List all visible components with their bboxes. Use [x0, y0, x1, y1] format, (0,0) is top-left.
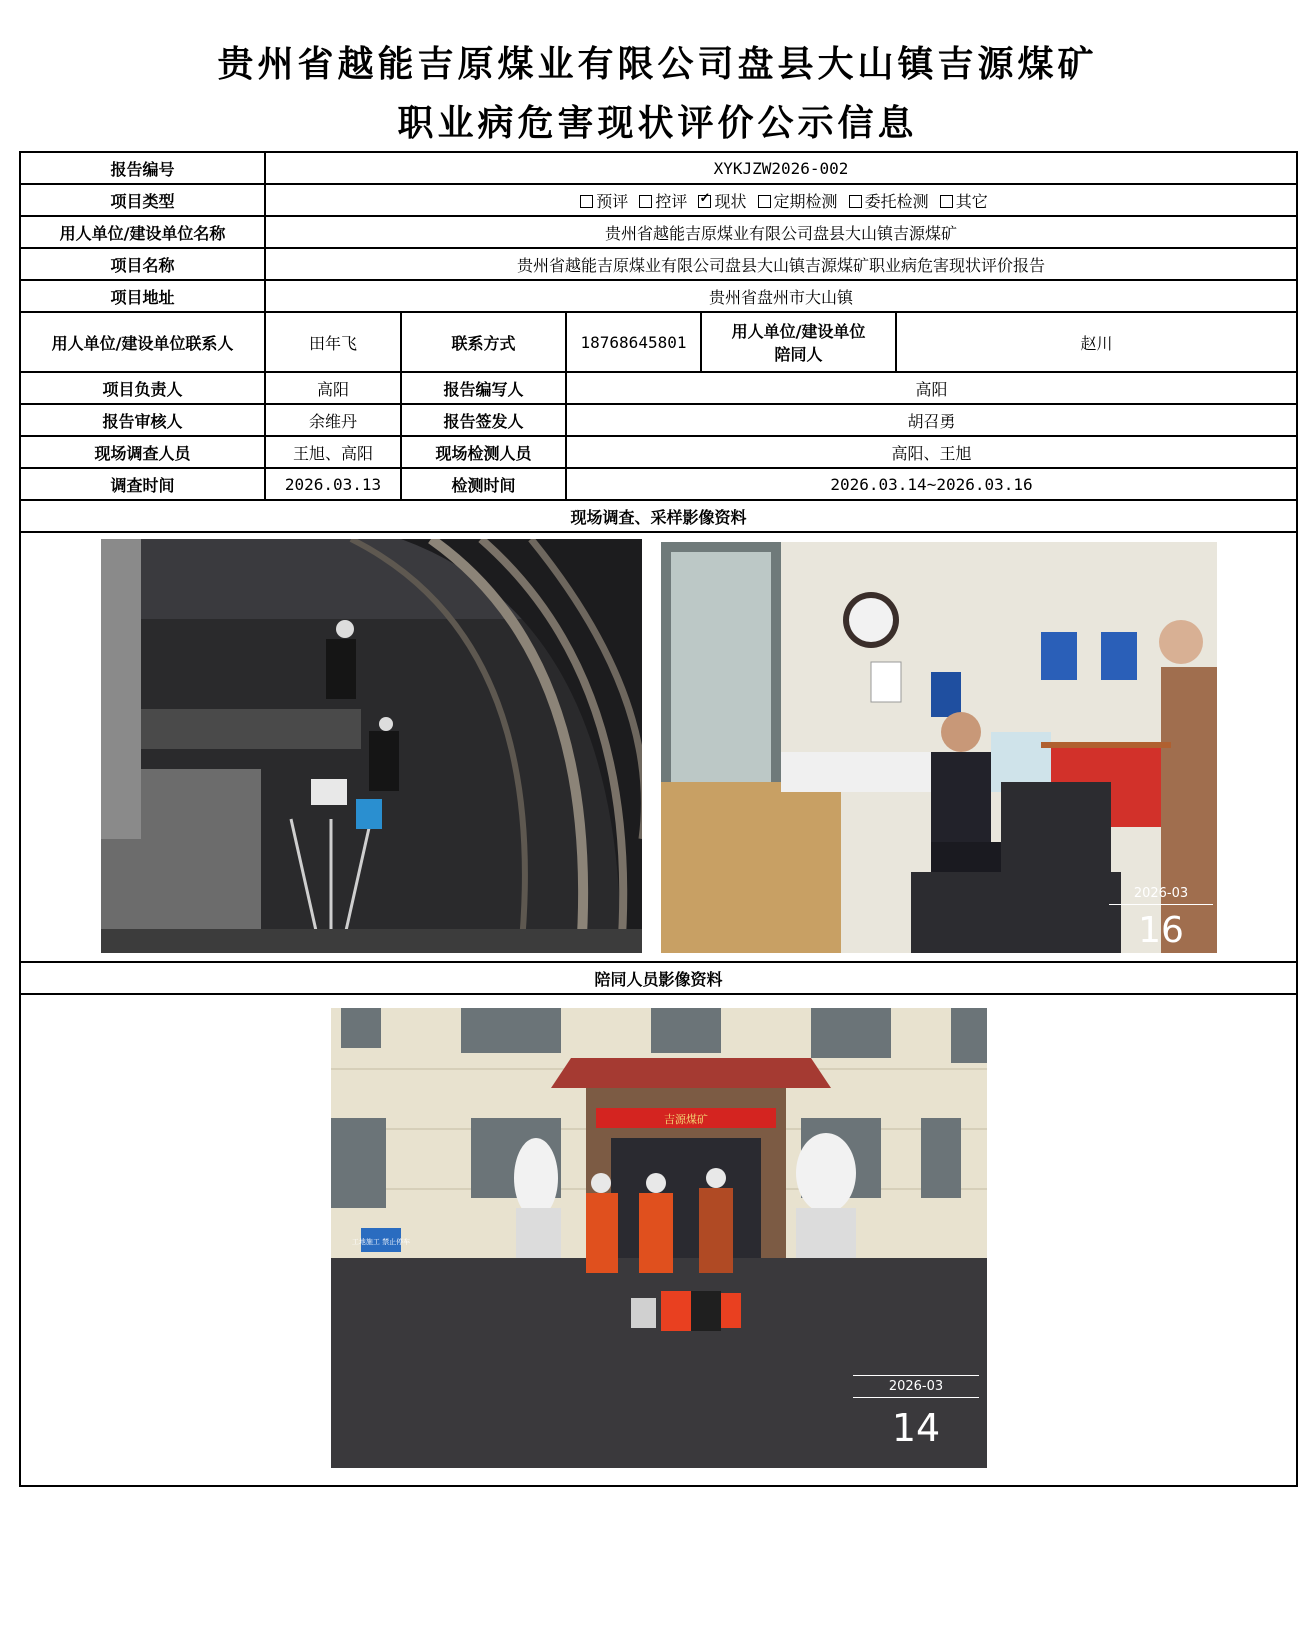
value-test-staff: 高阳、王旭: [566, 436, 1297, 468]
photo-control-room: [661, 542, 1217, 953]
row-site-photos: [20, 532, 1297, 962]
photo-escort-group: [331, 1008, 987, 1468]
value-address: 贵州省盘州市大山镇: [265, 280, 1297, 312]
value-phone: 18768645801: [566, 312, 701, 372]
photo3-stamp-day: 14: [891, 1406, 941, 1450]
row-project-name: [20, 248, 1297, 280]
checkbox-periodic-test: [758, 195, 771, 208]
label-report-no: 报告编号: [20, 152, 265, 184]
value-survey-staff: 王旭、高阳: [265, 436, 401, 468]
value-issuer: 胡召勇: [566, 404, 1297, 436]
option-other: 其它: [934, 192, 988, 211]
value-pm: 高阳: [265, 372, 401, 404]
value-test-time: 2026.03.14~2026.03.16: [566, 468, 1297, 500]
label-test-staff: 现场检测人员: [401, 436, 566, 468]
row-pm: [20, 372, 1297, 404]
label-issuer: 报告签发人: [401, 404, 566, 436]
label-project-name: 项目名称: [20, 248, 265, 280]
project-type-options: [265, 184, 1297, 216]
option-control-eval: 控评: [633, 192, 687, 211]
value-project-name: 贵州省越能吉原煤业有限公司盘县大山镇吉源煤矿职业病危害现状评价报告: [265, 248, 1297, 280]
escort-photos-cell: [20, 994, 1297, 1486]
option-pre-eval: 预评: [574, 192, 628, 211]
value-contact: 田年飞: [265, 312, 401, 372]
checkbox-commissioned-test: [849, 195, 862, 208]
escort-group-image: [331, 1008, 987, 1468]
door-sign-text: 吉源煤矿: [664, 1113, 708, 1126]
photo2-stamp-month: 2026-03: [1109, 886, 1213, 905]
section-escort-photos: 陪同人员影像资料: [20, 962, 1297, 994]
document-title: 贵州省越能吉原煤业有限公司盘县大山镇吉源煤矿: [217, 43, 1098, 85]
label-reviewer: 报告审核人: [20, 404, 265, 436]
row-reviewer: [20, 404, 1297, 436]
label-contact: 用人单位/建设单位联系人: [20, 312, 265, 372]
checkbox-other: [940, 195, 953, 208]
value-escort: 赵川: [896, 312, 1297, 372]
checkbox-status-eval: [698, 195, 711, 208]
option-status-eval: ✓ 现状: [692, 192, 746, 211]
label-writer: 报告编写人: [401, 372, 566, 404]
photo-underground-sampling: [101, 539, 642, 953]
value-writer: 高阳: [566, 372, 1297, 404]
label-address: 项目地址: [20, 280, 265, 312]
underground-image: [101, 539, 642, 953]
label-survey-time: 调查时间: [20, 468, 265, 500]
photo2-stamp-day: 16: [1138, 910, 1184, 951]
value-survey-time: 2026.03.13: [265, 468, 401, 500]
label-phone: 联系方式: [401, 312, 566, 372]
row-report-no: [20, 152, 1297, 184]
value-reviewer: 余维丹: [265, 404, 401, 436]
label-survey-staff: 现场调查人员: [20, 436, 265, 468]
value-report-no: XYKJZW2026-002: [265, 152, 1297, 184]
info-table: [19, 151, 1298, 1487]
option-periodic-test: 定期检测: [752, 192, 838, 211]
option-commissioned-test: 委托检测: [843, 192, 929, 211]
photo3-stamp-month: 2026-03: [853, 1375, 979, 1398]
label-pm: 项目负责人: [20, 372, 265, 404]
value-employer: 贵州省越能吉原煤业有限公司盘县大山镇吉源煤矿: [265, 216, 1297, 248]
row-staff: [20, 436, 1297, 468]
label-test-time: 检测时间: [401, 468, 566, 500]
row-escort-photos-header: [20, 962, 1297, 994]
label-escort-line2: 陪同人: [774, 345, 823, 364]
document-subtitle: 职业病危害现状评价公示信息: [397, 102, 918, 144]
row-time: [20, 468, 1297, 500]
row-project-type: [20, 184, 1297, 216]
row-contact: [20, 312, 1297, 372]
label-project-type: 项目类型: [20, 184, 265, 216]
row-escort-photos: [20, 994, 1297, 1486]
checkbox-control-eval: [639, 195, 652, 208]
row-site-photos-header: [20, 500, 1297, 532]
row-employer: [20, 216, 1297, 248]
board-text: 工地施工 禁止停车: [351, 1238, 411, 1246]
row-address: [20, 280, 1297, 312]
label-escort-line1: 用人单位/建设单位: [731, 322, 866, 341]
label-employer: 用人单位/建设单位名称: [20, 216, 265, 248]
label-escort: [701, 312, 896, 372]
site-photos-cell: [20, 532, 1297, 962]
checkbox-pre-eval: [580, 195, 593, 208]
section-site-photos: 现场调查、采样影像资料: [20, 500, 1297, 532]
